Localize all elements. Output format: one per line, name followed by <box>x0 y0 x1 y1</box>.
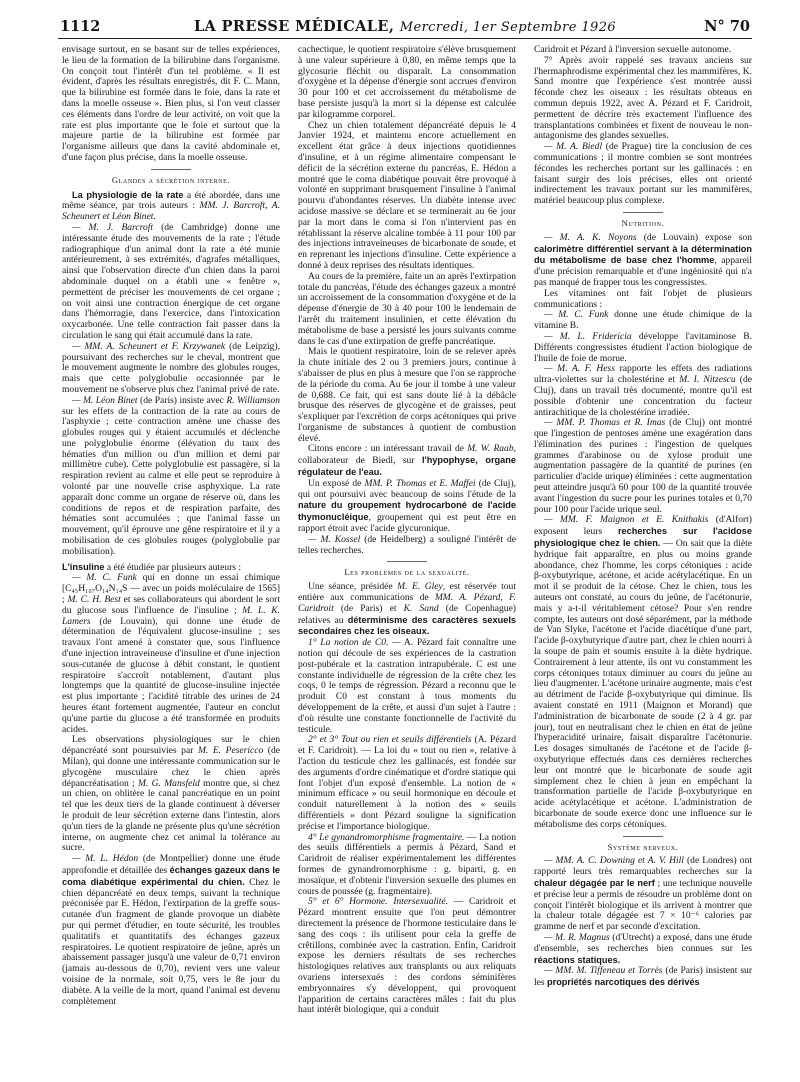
author-names: — MM. A. Scheunert et F. Krzywanek <box>72 340 226 352</box>
text: — On sait que la diète hydrique fait apparaître, en plus ou moins grande abondance, chez l'homme, les corps cétoniques : acide β-oxybutyrique, acétone, et acide acétylacétique. En un mot il se produit de la cétose. Chez le chien, tous les auteurs ont constaté, au cours du jeûne, de l'acétonurie, mais y a-t-il véritablement cétose? Pour s'en rendre compte, les auteurs ont dosé séparément, par la méthode de Van Slyke, l'acétone et l'acide diacétique d'une part, l'acide β-oxybutyrique d'autre part, chez le chien nourri à la soupe de pain et soumis ensuite à la diète hydrique. Contrairement à leur attente, ils ont vu constamment les corps cétoniques totaux diminuer au cours du jeûne au lieu d'augmenter. L'acétone urinaire augmente, mais c'est au détriment de l'acide β-oxybutyrique qui diminue. Ils avaient constaté en 1911 (Maignon et Morand) que l'administration de bicarbonate de soude (2 à 4 gr. par jour), tout en neutralisant chez le chien en état de jeûne l'hyperacidité urinaire, faisait disparaître l'acétonurie. Les dosages simultanés de l'acétone et de l'acide β-oxybutyrique effectués dans ces dernières recherches leur ont montré que le bicarbonate de soude agit simplement chez le chien à jeun en empêchant la transformation partielle de l'acide β-oxybutyrique en acide acétylacétique et acétone. L'administration de bicarbonate de soude exerce donc une influence sur le métabolisme des corps cétoniques. <box>534 538 752 830</box>
text: (de Paris) insiste avec <box>137 394 227 406</box>
author-names: — MM. A. C. Downing et A. V. Hill <box>544 855 684 867</box>
paragraph <box>298 897 516 1016</box>
paragraph <box>534 856 752 933</box>
text: (de Montpellier) donne une étude approfondie et détaillée des <box>62 853 280 876</box>
paragraph <box>62 342 280 396</box>
paragraph <box>298 582 516 638</box>
text: Les observations physiologiques sur le chien dépancréaté sont poursuivies par <box>62 734 280 757</box>
text: (de Prague) tire la conclusion de ces communications ; il montre combien se sont montrées fécondes les recherches portant sur les gallinacés : en faisant surgir des lois précises, elles ont orienté indirectement les travaux portant sur les mammifères, matériel beaucoup plus complexe. <box>534 141 752 207</box>
paragraph <box>62 573 280 735</box>
author-names: — M. R. Magnus <box>544 931 610 943</box>
paragraph: Au cours de la première, faite un an après l'extirpation totale du pancréas, l'étude des échanges gazeux a montré un accroissement de la consommation d'oxygène et de la dépense d'énergie de 30 à 40 pour 100 le lendemain de l'arrêt du traitement insulinien, et cette élévation du métabolisme de base a persisté les jours suivants comme dans le cas d'une extirpation de greffe pancréatique. <box>298 270 516 347</box>
header-rule <box>58 38 752 39</box>
subsection-heading: 2° et 3° Tout ou rien et seuils différentiels <box>308 734 472 746</box>
text: (de Londres) ont rapporté leurs très remarquables recherches sur la <box>534 855 752 878</box>
text: (de Copenhague) relatives au <box>298 602 516 626</box>
paragraph <box>62 190 280 223</box>
text: (de Paris) insistent sur les <box>534 965 752 989</box>
topic-heading: chaleur dégagée par le nerf <box>534 877 655 888</box>
topic-heading: l'hypophyse, organe régulateur de l'eau. <box>298 455 516 478</box>
text: (de Cambridge) donne une intéressante étude des mouvements de la rate ; l'étude radiographique d'un animal dont la rate a été munie antérieurement, à ses extrémités, d'agrafes métalliques, ainsi que l'observation directe d'un chien dans la paroi abdominale duquel on a établi une « fenêtre », permettent de préciser les mouvements de cet organe ; on voit ainsi une contraction énergique de cet organe dans l'hémorragie, dans l'exercice, dans l'intoxication oxycarbonée. Une telle contraction fait passer dans la circulation le sang qui était accumulé dans la rate. <box>62 221 280 341</box>
text: et ses collaborateurs qui abordent le sort du glucose sous l'influence de l'insuline ; <box>62 594 280 616</box>
topic-heading: nature du groupement hydrocarboné de l'acide thymonucléique <box>298 500 516 523</box>
paragraph: cachectique, le quotient respiratoire s'élève brusquement à une valeur supérieure à 0,80, en même temps que la glycosurie fléchit ou disparaît. La consommation d'oxygène et la dépense d'énergie sont accrues d'environ 30 pour 100 et cet accroissement du métabolisme de base persiste jusqu'à la mort si la dépense est calculée par kilogramme corporel. <box>298 45 516 120</box>
author-names: — M. J. Barcroft <box>72 221 154 233</box>
text: développe l'avitaminose B. Différents congressistes étudient l'action biologique de l'huile de foie de morue. <box>534 330 752 364</box>
paragraph <box>534 966 752 989</box>
author-names: M. C. H. Best <box>67 594 121 606</box>
paragraph: envisage surtout, en se basant sur de telles expériences, le lieu de la formation de la bilirubine dans l'organisme. On conçoit tout l'intérêt d'un tel problème. « Il est évident, d'après les résultats enregistrés, dit F. C. Mann, que la bilirubine est formée dans le foie, dans la rate et dans la moelle osseuse ». Bien plus, si l'on veut classer ces éléments dans l'ordre de leur activité, on voit que la rate est plus importante que le foie et surtout que la majeure partie de la bilirubine est formée par l'organisme ailleurs que dans la cavité abdominale et, d'une façon plus précise, dans la moelle osseuse. <box>62 45 280 163</box>
text: (de Louvain) expose son <box>636 231 752 243</box>
section-divider <box>623 836 663 837</box>
text: montre que, si chez un chien, on oblitère le canal pancréatique en un point tel que les deux tiers de la glande continuent à déverser le produit de leur sécrétion externe dans l'intestin, alors qu'un tiers de la glande ne présente plus qu'une sécrétion interne, on augmente chez cet animal la tolérance au sucre. <box>62 777 280 854</box>
paragraph: 7° Après avoir rappelé ses travaux anciens sur l'hermaphrodisme expérimental chez les mammifères, K. Sand montre que l'expérience s'est montrée aussi féconde chez les oiseaux : les résultats obtenus en commun depuis 1922, avec A. Pézard et F. Caridroit, permettent de décrire très exactement l'influence des transplantations combinées et fixent de nouveau le non-antagonisme des glandes sexuelles. <box>534 54 752 142</box>
journal-name: LA PRESSE MÉDICALE, <box>193 18 395 35</box>
text: rapporte les effets des radiations ultra-violettes sur la cholestérine et <box>534 363 752 386</box>
section-divider <box>151 169 191 170</box>
text: — La notion des seuils différentiels a permis à Pézard, Sand et Caridroit de réaliser expérimentalement les différentes formes de gynandromorphisme : g. biparti, g. en mosaïque, et d'obtenir l'inversion sexuelle des plumes en cours de poussée (g. fragmentaire). <box>298 831 516 897</box>
author-names: M. W. Raab <box>467 443 514 455</box>
text: (de Louvain), qui donne une étude de détermination de l'équivalent glucose-insuline ; ses travaux l'ont amené à constater que, sous l'influence d'une injection intraveineuse d'insuline et d'une injection sous-cutanée de glucose à débit constant, le quotient respiratoire s'accroît notablement, d'autant plus longtemps que la quantité de glucose-insuline injectée est plus importante ; l'acidité titrable des urines de 24 heures étant fortement augmentée, l'auteur en conclut qu'une partie du glucose a été transformée en produits acides. <box>62 615 280 735</box>
author-names: — M. L. Fridericia <box>544 330 632 342</box>
paragraph <box>534 364 752 418</box>
author-names: M. G. Mansfeld <box>138 777 200 789</box>
author-names: MM. J. Barcroft, A. Scheunert et Léon Binet. <box>62 200 280 223</box>
text: ; une technique nouvelle et précise leur a permis de résoudre un problème dont on conçoit l'intérêt biologique et ils arrivent à montrer que la chaleur totale dégagée est 7 × 10⁻⁶ calories par gramme de nerf et par seconde d'excitation. <box>534 877 752 933</box>
author-names: — MM. P. Thomas et R. Imas <box>544 417 666 429</box>
journal-title <box>60 18 750 35</box>
author-names: — MM. F. Maignon et E. Knithakis <box>544 514 709 526</box>
paragraph <box>298 535 516 557</box>
paragraph <box>298 444 516 478</box>
author-names: M. E. Pesericco <box>197 745 264 757</box>
text: , groupement qui est peut être en rapport étroit avec l'acide glycuronique. <box>298 512 516 535</box>
paragraph <box>298 735 516 832</box>
paragraph <box>534 418 752 515</box>
section-heading: Système nerveux. <box>607 841 679 852</box>
author-names: — M. L. Hédon <box>72 853 139 865</box>
paragraph <box>62 223 280 342</box>
page-number: 1112 <box>60 18 101 35</box>
column-left <box>62 45 280 1071</box>
text: (de Cluj), dans un travail très documenté, montre qu'il est possible d'obtenir une concentration du facteur antirachitique de la cholestérine irradiée. <box>534 374 752 418</box>
paragraph <box>62 735 280 854</box>
text: a été étudiée par plusieurs auteurs : <box>104 561 242 573</box>
author-names: MM. P. Thomas et E. Maffei <box>364 477 476 489</box>
author-names: M. L. K. Lamers <box>62 604 280 627</box>
author-names: MM. A. Pézard, F. Caridroit <box>298 592 516 614</box>
paragraph <box>534 310 752 332</box>
text: , appareil d'une précision remarquable et d'une ingéniosité qui n'a pas manqué de frapper tous les congressistes. <box>534 255 752 288</box>
section-divider <box>623 212 663 213</box>
paragraph <box>62 854 280 1007</box>
section-divider <box>387 561 427 562</box>
author-names: M. I. Nitzescu <box>679 374 736 386</box>
topic-heading: déterminisme des caractères sexuels secondaires chez les oiseaux. <box>298 614 516 637</box>
section-heading: Nutrition. <box>621 217 665 228</box>
text: Citons encore : un intéressant travail de <box>308 443 468 455</box>
column-right <box>534 45 752 1071</box>
text: (d'Utrecht) a exposé, dans une étude d'ensemble, ses recherches bien connues sur les <box>534 931 752 954</box>
page-header <box>60 16 750 36</box>
text: Une séance, présidée <box>308 581 398 593</box>
text: Un exposé de <box>308 477 365 489</box>
topic-heading: La physiologie de la rate <box>72 189 184 200</box>
author-names: R. Williamson <box>226 394 280 406</box>
text: (d'Alfort) exposent leurs <box>534 514 752 538</box>
subsection-heading: 4° Le gynandromorphisme fragmentaire. <box>308 831 465 843</box>
paragraph <box>534 933 752 966</box>
text: qui en donne un essai chimique [C₄₅H₁₀₇O₁₄N₁₄S — avec un poids moléculaire de 1565] ; <box>62 572 280 606</box>
paragraph <box>62 396 280 558</box>
text: (A. Pézard et F. Caridroit). — La loi du « tout ou rien », relative à l'action du testicule chez les gallinacés, est fondée sur des arguments d'ordre cinématique et d'ordre statique qui font l'objet d'un exposé d'ensemble. La notion de « minimum efficace » ou seuil hormonique en découle et conduit naturellement à la notion des « seuils différentiels » dont Pézard souligne la signification précise et l'importance biologique. <box>298 734 516 832</box>
text: sur les effets de la contraction de la rate au cours de l'asphyxie ; cette contraction amène une chasse des globules rouges qui y étaient accumulés et déclenche une polyglobulie énorme (élévation du taux des hématies d'un million ou d'un million et demi par millimètre cube). Cette polyglobulie est passagère, si la respiration revient au calme et elle peut se reproduire à volonté par une nouvelle crise asphyxique. La rate apparaît donc comme un organe de réserve où, dans les conditions de repos et de respiration parfaite, des hématies sont accumulées ; que l'animal fasse un mouvement, qu'il éprouve une gêne respiratoire et il y a mobilisation de ces globules rouges (polyglobulie par mobilisation). <box>62 405 280 557</box>
section-heading: Glandes a sécrétion interne. <box>111 174 231 185</box>
topic-heading: échanges gazeux dans le coma diabétique expérimental du chien. <box>62 864 280 887</box>
paragraph <box>298 638 516 735</box>
issue-date: Mercredi, 1er Septembre 1926 <box>399 20 617 35</box>
text: (de Leipzig), poursuivant des recherches sur le cheval, montrent que le mouvement augmente le nombre des globules rouges, mais que cette polyglobulie occasionnée par le mouvement ne s'observe plus chez l'animal privé de rate. <box>62 340 280 395</box>
text: — Caridroit et Pézard montrent ensuite que l'on peut démontrer directement la présence de l'hormone testiculaire dans le sang des coqs : ils utilisent pour cela la greffe de crêtillons, combinée avec la castration. Enfin, Caridroit expose les derniers résultats de ses recherches histologiques relatives aux transplants ou aux reliquats ovariens intersexués : des cordons séminifères embryonnaires s'y développent, qui provoquent l'apparition de certains caractères mâles : fait du plus haut intérêt biologique, qui a conduit <box>298 896 516 1016</box>
section-heading: Les problèmes de la sexualité. <box>344 567 470 578</box>
author-names: M. E. Gley <box>397 581 443 593</box>
subsection-heading: 5° et 6° Hormone. Intersexualité. <box>308 896 449 908</box>
paragraph <box>534 142 752 207</box>
author-names: — MM. M. Tiffeneau et Torrès <box>544 965 663 977</box>
text: , est réservée tout entière aux communications de <box>298 581 516 604</box>
text: (de Heidelberg) a souligné l'intérêt de telles recherches. <box>298 533 516 556</box>
text: (de Milan), qui donne une intéressante communication sur le glycogène musculaire chez le chien après dépancréatisation ; <box>62 745 280 789</box>
topic-heading: recherches sur l'acidose physiologique chez le chien. <box>534 526 752 549</box>
topic-heading: calorimètre différentiel servant à la détermination du métabolisme de base chez l'homme <box>534 243 752 266</box>
paragraph <box>534 233 752 289</box>
paragraph: Mais le quotient respiratoire, loin de se relever après la chute initiale des 2 ou 3 premiers jours, continue à s'abaisser de plus en plus à mesure que l'on se rapproche de la période du coma. Au 6e jour il tombe à une valeur de 0,688. Ce fait, qui est sans doute lié à la débâcle brusque des réserves de glycogène et de graisses, peut s'expliquer par l'excrétion de corps acétoniques qui prive l'organisme de substances à quotient de combustion élevé. <box>298 346 516 444</box>
text: A. Pézard fait connaître une notion qui découle de ses expériences de la castration post-pubérale et la castration intrapubérale. C est une constante individuelle de régression de la crête chez les coqs, 0 le temps de régression. Pézard a reconnu que le produit C0 est constant à tous moments du développement de la crête, et aussi d'un sujet à l'autre : d'où résulte une constante fonctionnelle de l'activité du testicule. <box>298 637 516 735</box>
text: a été abordée, dans une même séance, par trois auteurs : <box>62 189 280 212</box>
paragraph <box>298 479 516 535</box>
paragraph: Caridroit et Pézard à l'inversion sexuelle autonome. <box>534 45 732 55</box>
text: Chez le chien dépancréaté en deux temps, suivant la technique préconisée par E. Hédon, l'extirpation de la greffe sous-cutanée d'un fragment de glande provoque un diabète pur qui permet d'étudier, en toute sécurité, les troubles qualitatifs et quantitatifs des échanges gazeux respiratoires. Le quotient respiratoire de jeûne, après un abaissement passager jusqu'à une valeur de 0,71 environ (jamais au-dessous de 0,70), revient vers une valeur voisine de la normale, soit 0,75, vers le 8e jour du diabète. A la veille de la mort, quand l'animal est devenu complètement <box>62 876 280 1007</box>
column-middle <box>298 45 516 1071</box>
text: (de Cluj) ont montré que l'ingestion de pentoses amène une exagération dans l'élimination des purines : l'ingestion de quelques grammes d'arabinose ou de xylose produit une augmentation passagère de la quantité de purines (en particulier d'acide urique) éliminées : cette augmentation peut atteindre jusqu'à 60 pour 100 de la quantité trouvée avant l'ingestion du sucre pour les purines totales et 0,70 pour 100 pour l'acide urique seul. <box>534 417 752 515</box>
author-names: — M. C. Funk <box>544 309 609 321</box>
text: (de Paris) et <box>333 602 404 614</box>
paragraph: Les vitamines ont fait l'objet de plusieurs communications : <box>534 287 752 310</box>
paragraph: Chez un chien totalement dépancréaté depuis le 4 Janvier 1924, et maintenu encore actuellement en excellent état grâce à deux injections quotidiennes d'insuline, et à un régime alimentaire compensant le déficit de la sécrétion externe du pancréas, E. Hédon a montré que le coma diabétique pouvait être provoqué à volonté en supprimant brusquement l'insuline à l'animal pourvu d'abondantes réserves. Un diabète intense avec acidose massive se déclare et se terminerait au 6e jour par la mort dans le coma si l'on n'intervient pas en rétablissant la réserve alcaline tombée à 11 pour 100 par des injections intraveineuses de bicarbonate de soude, et en reprenant les injections d'insuline. Cette expérience a donné à deux reprises des résultats identiques. <box>298 119 516 271</box>
author-names: — M. A. F. Hess <box>544 363 615 375</box>
issue-number: N° 70 <box>704 18 750 35</box>
paragraph <box>534 332 752 364</box>
author-names: K. Sand <box>403 602 439 614</box>
author-names: — M. Kossel <box>308 533 361 545</box>
text: donne une étude chimique de la vitamine B. <box>534 309 752 332</box>
topic-heading: réactions statiques. <box>534 954 621 965</box>
paragraph <box>298 833 516 898</box>
author-names: — M. Léon Binet <box>72 394 138 406</box>
topic-heading: propriétés narcotiques des dérivés <box>547 977 700 988</box>
topic-heading: L'insuline <box>62 561 105 572</box>
author-names: — M. A. Biedl <box>544 141 603 153</box>
text: , collaborateur de Biedl, sur <box>298 443 516 467</box>
paragraph <box>534 515 752 830</box>
subsection-heading: 1° La notion de C0. — <box>308 637 401 649</box>
text: (de Cluj), qui ont poursuivi avec beaucoup de soins l'étude de la <box>298 477 516 500</box>
author-names: — M. C. Funk <box>72 572 137 584</box>
author-names: — M. A. K. Noyons <box>544 231 637 243</box>
